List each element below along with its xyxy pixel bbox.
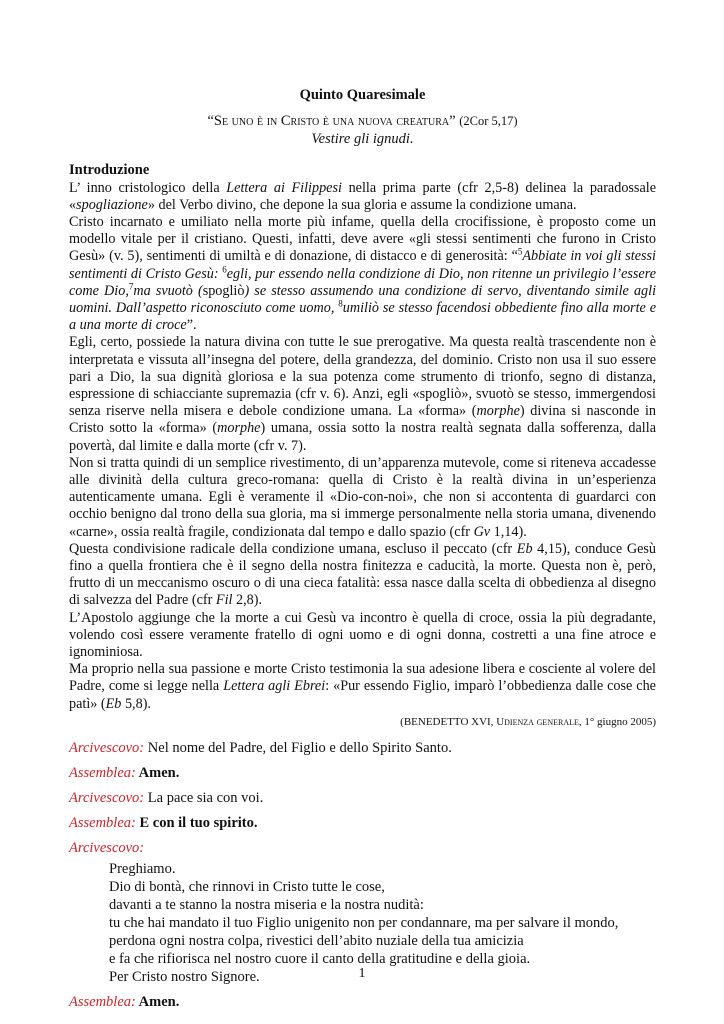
prayer-line: Per Cristo nostro Signore. bbox=[109, 968, 260, 985]
document-title: Quinto Quaresimale bbox=[299, 87, 426, 103]
dialog-line-final bbox=[69, 993, 656, 1011]
citation: (BENEDETTO XVI, Udienza generale, 1° giugno 2005) bbox=[400, 715, 656, 728]
prayer-speaker-line bbox=[69, 839, 656, 857]
speaker-label: Arcivescovo: bbox=[69, 739, 145, 756]
prayer-line: perdona ogni nostra colpa, rivestici dell’abito nuziale della tua amicizia bbox=[109, 932, 524, 949]
intro-paragraph-2: Cristo incarnato e umiliato nella morte più infame, quella della crocifissione, è proposto come un modello vitale per il cristiano. Questi, infatti, deve avere «gli stessi sentimenti che furono in Cristo Gesù» (v. 5), sentimenti di umiltà e di donazione, di distacco e di generosità: “$^5$Abbiate in voi gli stessi sentimenti di Cristo Gesù: $^6$egli, pur essendo nella condizione di Dio, non ritenne un privilegio l’essere come Dio,$^7$ma svuotò (spogliò) se stesso assumendo una condizione di servo, diventando simile agli uomini. Dall’aspetto riconosciuto come uomo, $^8$umiliò se stesso facendosi obbediente fino alla morte e a una morte di croce”. bbox=[69, 213, 657, 334]
prayer-line: Preghiamo. bbox=[109, 860, 176, 877]
intro-paragraph-5: Questa condivisione radicale della condizione umana, escluso il peccato (cfr Eb 4,15), conduce Gesù fino a quella frontiera che è il segno della nostra finitezza e caducità, la morte. Questa non è, però, frutto di un meccanismo oscuro o di una cieca fatalità: essa nasce dalla scelta di obbedienza al disegno di salvezza del Padre (cfr Fil 2,8). bbox=[69, 540, 656, 609]
intro-paragraph-4: Non si tratta quindi di un semplice rivestimento, di un’apparenza mutevole, come si riteneva accadesse alle divinità della cultura greco-romana: quella di Cristo è la realtà divina in un’esperienza autenticamente umana. Egli è veramente il «Dio-con-noi», che non si accontenta di guardarci con occhio benigno dal trono della sua gloria, ma si immerge personalmente nella storia umana, divenendo «carne», ossia realtà fragile, condizionata dal tempo e dallo spazio (cfr Gv 1,14). bbox=[69, 454, 656, 540]
dialog-line bbox=[69, 739, 656, 757]
dialog-text: Nel nome del Padre, del Figlio e dello Spirito Santo. bbox=[144, 739, 452, 756]
speaker-label: Assemblea: bbox=[69, 764, 136, 781]
dialog-text: Amen. bbox=[135, 764, 180, 781]
intro-paragraph-7: Ma proprio nella sua passione e morte Cristo testimonia la sua adesione libera e cosciente al volere del Padre, come si legge nella Lettera agli Ebrei: «Pur essendo Figlio, imparò l’obbedienza dalle cose che patì» (Eb 5,8). bbox=[69, 661, 656, 712]
prayer-line: e fa che rifiorisca nel nostro cuore il canto della gratitudine e della gioia. bbox=[109, 950, 531, 967]
document-subtitle bbox=[69, 112, 656, 130]
subtitle-quote: “Se uno è in Cristo è una nuova creatura” bbox=[207, 113, 456, 129]
subtitle-reference: (2Cor 5,17) bbox=[459, 114, 518, 128]
prayer-line: Dio di bontà, che rinnovi in Cristo tutte le cose, bbox=[109, 878, 385, 895]
intro-paragraph-1: L’ inno cristologico della Lettera ai Filippesi nella prima parte (cfr 2,5-8) delinea la paradossale «spogliazione» del Verbo divino, che depone la sua gloria e assume la condizione umana. bbox=[69, 179, 656, 213]
speaker-label: Assemblea: bbox=[69, 814, 136, 831]
prayer-line: davanti a te stanno la nostra miseria e la nostra nudità: bbox=[109, 896, 424, 913]
page-number: 1 bbox=[358, 966, 366, 981]
dialog-line bbox=[69, 764, 656, 782]
subtitle-line2: Vestire gli ignudi. bbox=[311, 131, 414, 147]
dialog-line bbox=[69, 814, 656, 832]
speaker-label: Arcivescovo: bbox=[69, 839, 145, 856]
prayer-line: tu che hai mandato il tuo Figlio unigenito non per condannare, ma per salvare il mondo, bbox=[109, 914, 619, 931]
document-page bbox=[69, 80, 656, 1011]
speaker-label: Assemblea: bbox=[69, 993, 136, 1010]
intro-paragraph-3: Egli, certo, possiede la natura divina con tutte le sue prerogative. Ma questa realtà trascendente non è interpretata e vissuta all’insegna del potere, della grandezza, del dominio. Cristo non usa il suo essere pari a Dio, la sua dignità gloriosa e la sua potenza come strumento di trionfo, segno di distanza, espressione di schiacciante supremazia (cfr v. 6). Anzi, egli «spogliò», svuotò se stesso, immergendosi senza riserve nella misera e debole condizione umana. La «forma» (morphe) divina si nasconde in Cristo sotto la «forma» (morphe) umana, ossia sotto la nostra realtà segnata dalla sofferenza, dalla povertà, dal limite e dalla morte (cfr v. 7). bbox=[69, 334, 656, 454]
dialog-line bbox=[69, 789, 656, 807]
dialog-text: Amen. bbox=[135, 993, 180, 1010]
speaker-label: Arcivescovo: bbox=[69, 789, 145, 806]
dialog-text: La pace sia con voi. bbox=[144, 789, 264, 806]
intro-paragraph-6: L’Apostolo aggiunge che la morte a cui Gesù va incontro è quella di croce, ossia la più degradante, volendo così essere veramente fratello di ogni uomo e di ogni donna, costretti a una fine atroce e ignominiosa. bbox=[69, 609, 656, 660]
intro-heading: Introduzione bbox=[69, 162, 150, 178]
dialog-text: E con il tuo spirito. bbox=[135, 814, 258, 831]
